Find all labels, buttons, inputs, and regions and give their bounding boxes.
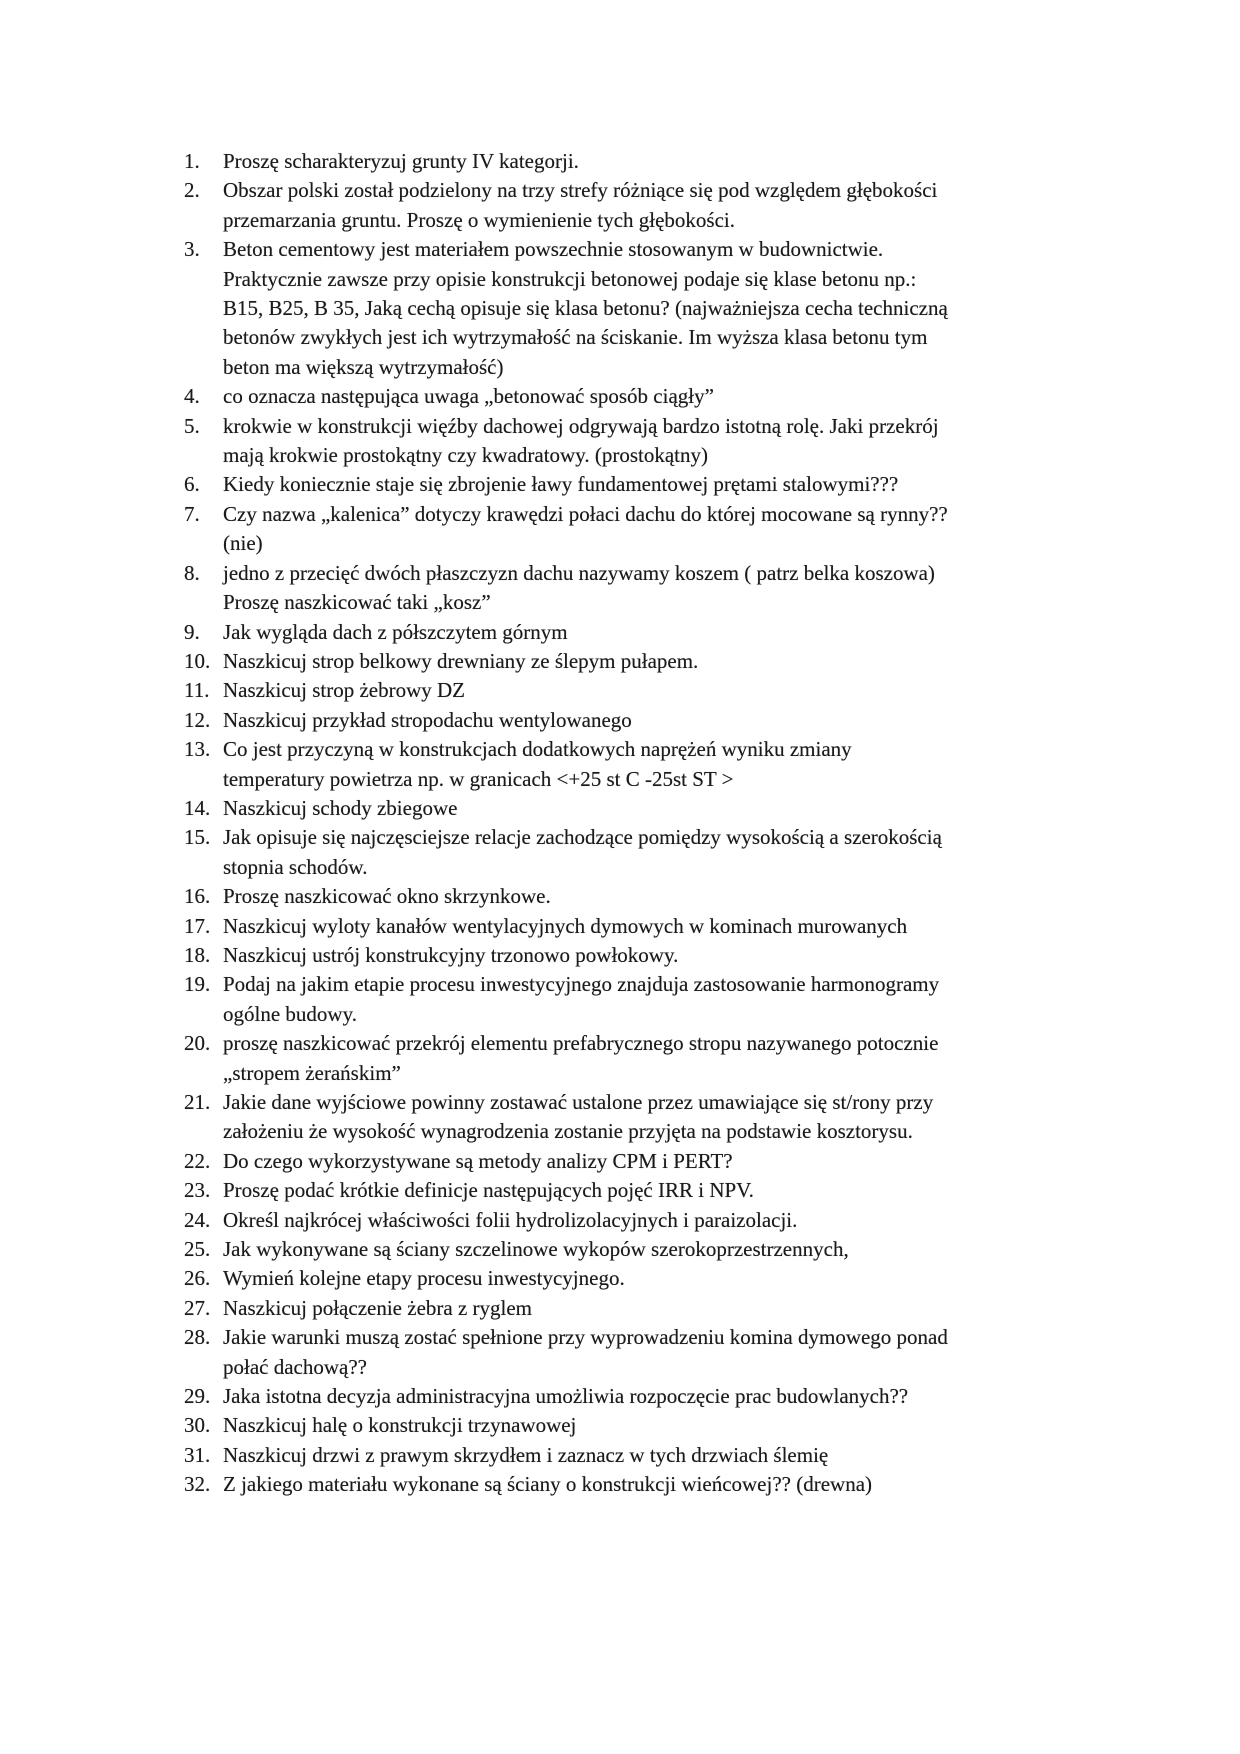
item-text — [223, 1294, 1093, 1323]
item-text-line: Proszę naszkicować taki „kosz” — [223, 590, 491, 615]
item-text-line: Naszkicuj drzwi z prawym skrzydłem i zaznacz w tych drzwiach ślemię — [223, 1442, 829, 1467]
list-item — [184, 1147, 1104, 1176]
item-text — [223, 1029, 1093, 1088]
item-number: 5. — [184, 413, 200, 438]
item-text — [223, 618, 1093, 647]
item-text-line: Jakie dane wyjściowe powinny zostawać ustalone przez umawiające się st/rony przy — [223, 1090, 934, 1114]
question-list — [184, 147, 1104, 1500]
list-item — [184, 970, 1104, 1029]
item-text-line: Obszar polski został podzielony na trzy strefy różniące się pod względem głębokości — [223, 178, 938, 203]
item-text-line: Wymień kolejne etapy procesu inwestycyjnego. — [223, 1266, 625, 1291]
item-text — [223, 1470, 1093, 1499]
list-item — [184, 647, 1104, 676]
item-text — [223, 1235, 1093, 1264]
list-item — [184, 176, 1104, 235]
item-text — [223, 147, 1093, 176]
list-item — [184, 1382, 1104, 1411]
item-text-line: betonów zwykłych jest ich wytrzymałość na ściskanie. Im wyższa klasa betonu tym — [223, 325, 928, 350]
item-text — [223, 647, 1093, 676]
item-text-line: Naszkicuj połączenie żebra z ryglem — [223, 1295, 533, 1320]
item-text-line: Naszkicuj przykład stropodachu wentylowanego — [223, 707, 632, 732]
item-text-line: mają krokwie prostokątny czy kwadratowy. (prostokątny) — [223, 443, 708, 468]
item-text-line: Co jest przyczyną w konstrukcjach dodatkowych naprężeń wyniku zmiany — [223, 737, 852, 762]
item-number: 21. — [184, 1090, 211, 1114]
list-item — [184, 1235, 1104, 1264]
list-item — [184, 735, 1104, 794]
item-text — [223, 559, 1093, 618]
item-number: 17. — [184, 913, 211, 938]
item-text-line: proszę naszkicować przekrój elementu prefabrycznego stropu nazywanego potocznie — [223, 1031, 939, 1056]
item-number: 14. — [184, 795, 211, 820]
item-text — [223, 970, 1093, 1029]
item-text-line: Naszkicuj schody zbiegowe — [223, 795, 458, 820]
item-text — [223, 382, 1093, 411]
list-item — [184, 1264, 1104, 1293]
item-text — [223, 735, 1093, 794]
item-text-line: przemarzania gruntu. Proszę o wymienienie tych głębokości. — [223, 207, 735, 232]
item-text-line: Proszę podać krótkie definicje następujących pojęć IRR i NPV. — [223, 1178, 754, 1203]
item-number: 8. — [184, 560, 200, 585]
item-text-line: Proszę scharakteryzuj grunty IV kategorji. — [223, 149, 579, 173]
item-number: 3. — [184, 237, 200, 262]
item-number: 2. — [184, 178, 200, 203]
item-text — [223, 1441, 1093, 1470]
item-text-line: Określ najkrócej właściwości folii hydrolizolacyjnych i paraizolacji. — [223, 1207, 798, 1232]
item-text — [223, 1411, 1093, 1440]
item-number: 22. — [184, 1148, 211, 1173]
item-text — [223, 235, 1093, 382]
item-number: 24. — [184, 1207, 211, 1232]
list-item — [184, 235, 1104, 382]
item-number: 6. — [184, 472, 200, 497]
item-number: 16. — [184, 884, 211, 909]
item-text-line: Naszkicuj strop żebrowy DZ — [223, 678, 466, 703]
item-text — [223, 1206, 1093, 1235]
item-text — [223, 706, 1093, 735]
item-text-line: ogólne budowy. — [223, 1001, 357, 1026]
item-text-line: B15, B25, B 35, Jaką cechą opisuje się klasa betonu? (najważniejsza cecha techniczną — [223, 296, 948, 321]
item-text-line: (nie) — [223, 531, 263, 556]
item-number: 9. — [184, 619, 200, 644]
item-number: 11. — [184, 678, 210, 703]
item-text-line: Naszkicuj ustrój konstrukcyjny trzonowo powłokowy. — [223, 942, 679, 967]
item-text-line: Praktycznie zawsze przy opisie konstrukcji betonowej podaje się klase betonu np.: — [223, 266, 917, 291]
item-text — [223, 794, 1093, 823]
list-item — [184, 1029, 1104, 1088]
item-text-line: Naszkicuj wyloty kanałów wentylacyjnych dymowych w kominach murowanych — [223, 913, 908, 938]
item-number: 23. — [184, 1178, 211, 1203]
item-text-line: Do czego wykorzystywane są metody analizy CPM i PERT? — [223, 1148, 733, 1173]
item-number: 25. — [184, 1237, 211, 1262]
item-text — [223, 412, 1093, 471]
item-text-line: połać dachową?? — [223, 1354, 367, 1379]
list-item — [184, 1294, 1104, 1323]
item-number: 10. — [184, 648, 211, 673]
item-text-line: Czy nazwa „kalenica” dotyczy krawędzi połaci dachu do której mocowane są rynny?? — [223, 501, 948, 526]
list-item — [184, 1206, 1104, 1235]
list-item — [184, 706, 1104, 735]
item-number: 32. — [184, 1472, 211, 1497]
list-item — [184, 794, 1104, 823]
item-text-line: Jak opisuje się najczęsciejsze relacje zachodzące pomiędzy wysokością a szerokością — [223, 825, 942, 850]
list-item — [184, 559, 1104, 618]
item-text — [223, 1323, 1093, 1382]
item-number: 28. — [184, 1325, 211, 1350]
item-text — [223, 823, 1093, 882]
list-item — [184, 500, 1104, 559]
item-text-line: Jak wykonywane są ściany szczelinowe wykopów szerokoprzestrzennych, — [223, 1237, 849, 1262]
item-text-line: Naszkicuj strop belkowy drewniany ze ślepym pułapem. — [223, 648, 699, 673]
list-item — [184, 882, 1104, 911]
item-number: 1. — [184, 149, 200, 173]
item-text — [223, 1264, 1093, 1293]
list-item — [184, 470, 1104, 499]
list-item — [184, 676, 1104, 705]
item-text-line: Jakie warunki muszą zostać spełnione przy wyprowadzeniu komina dymowego ponad — [223, 1325, 948, 1350]
item-text — [223, 500, 1093, 559]
item-number: 13. — [184, 737, 211, 762]
list-item — [184, 412, 1104, 471]
item-text-line: założeniu że wysokość wynagrodzenia zostanie przyjęta na podstawie kosztorysu. — [223, 1119, 913, 1144]
item-text — [223, 912, 1093, 941]
item-number: 27. — [184, 1295, 211, 1320]
item-text — [223, 941, 1093, 970]
list-item — [184, 147, 1104, 176]
item-text-line: „stropem żerańskim” — [223, 1060, 401, 1085]
item-text — [223, 470, 1093, 499]
item-text — [223, 882, 1093, 911]
item-number: 20. — [184, 1031, 211, 1056]
list-item — [184, 1088, 1104, 1147]
item-text-line: Jaka istotna decyzja administracyjna umożliwia rozpoczęcie prac budowlanych?? — [223, 1384, 909, 1409]
item-text — [223, 1176, 1093, 1205]
item-text-line: Naszkicuj halę o konstrukcji trzynawowej — [223, 1413, 577, 1438]
item-text-line: Proszę naszkicować okno skrzynkowe. — [223, 884, 551, 909]
item-text-line: Kiedy koniecznie staje się zbrojenie ławy fundamentowej prętami stalowymi??? — [223, 472, 899, 497]
item-number: 31. — [184, 1442, 211, 1467]
list-item — [184, 1441, 1104, 1470]
item-text-line: krokwie w konstrukcji więźby dachowej odgrywają bardzo istotną rolę. Jaki przekrój — [223, 413, 939, 438]
item-text-line: beton ma większą wytrzymałość) — [223, 354, 504, 379]
item-text-line: Jak wygląda dach z półszczytem górnym — [223, 619, 568, 644]
item-text — [223, 176, 1093, 235]
item-text-line: Z jakiego materiału wykonane są ściany o konstrukcji wieńcowej?? (drewna) — [223, 1472, 873, 1497]
item-text — [223, 1382, 1093, 1411]
item-text-line: Beton cementowy jest materiałem powszechnie stosowanym w budownictwie. — [223, 237, 884, 262]
item-text-line: jedno z przecięć dwóch płaszczyzn dachu nazywamy koszem ( patrz belka koszowa) — [223, 560, 935, 585]
item-number: 19. — [184, 972, 211, 997]
item-text-line: temperatury powietrza np. w granicach <+25 st C -25st ST > — [223, 766, 734, 791]
item-number: 4. — [184, 384, 200, 409]
list-item — [184, 382, 1104, 411]
item-text — [223, 1147, 1093, 1176]
item-number: 26. — [184, 1266, 211, 1291]
item-number: 12. — [184, 707, 211, 732]
item-text-line: Podaj na jakim etapie procesu inwestycyjnego znajduja zastosowanie harmonogramy — [223, 972, 940, 997]
item-number: 7. — [184, 501, 200, 526]
item-number: 29. — [184, 1384, 211, 1409]
list-item — [184, 912, 1104, 941]
list-item — [184, 823, 1104, 882]
item-number: 15. — [184, 825, 211, 850]
item-number: 18. — [184, 942, 211, 967]
list-item — [184, 1323, 1104, 1382]
list-item — [184, 618, 1104, 647]
item-text-line: co oznacza następująca uwaga „betonować sposób ciągły” — [223, 384, 714, 409]
list-item — [184, 941, 1104, 970]
list-item — [184, 1470, 1104, 1499]
list-item — [184, 1176, 1104, 1205]
item-text-line: stopnia schodów. — [223, 854, 368, 879]
item-text — [223, 1088, 1093, 1147]
item-number: 30. — [184, 1413, 211, 1438]
list-item — [184, 1411, 1104, 1440]
item-text — [223, 676, 1093, 705]
